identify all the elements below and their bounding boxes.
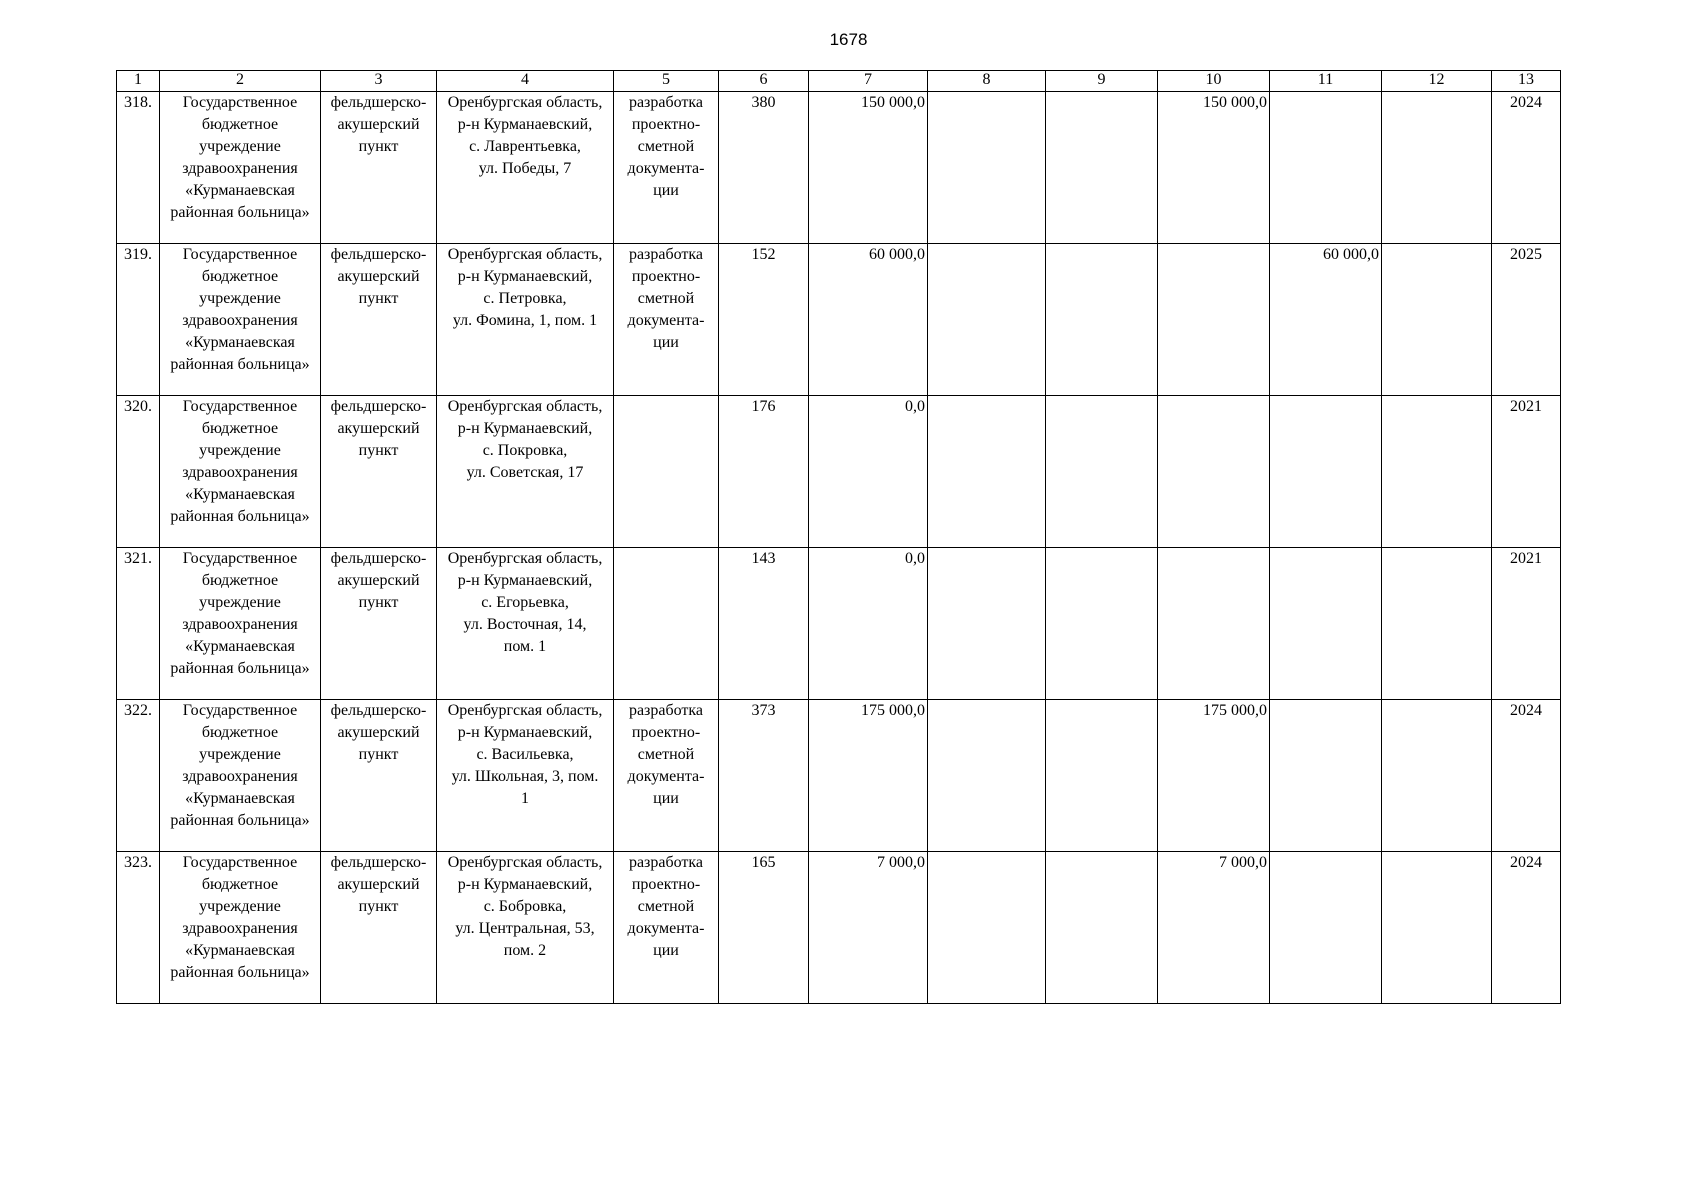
work-type-cell-line: разработка bbox=[628, 94, 704, 111]
address-cell-line: ул. Фомина, 1, пом. 1 bbox=[452, 312, 598, 329]
total-cost-cell: 0,0 bbox=[809, 396, 928, 548]
cost-cell-10 bbox=[1158, 244, 1270, 396]
address-cell-line: р-н Курманаевский, bbox=[457, 420, 593, 437]
column-header: 5 bbox=[614, 71, 719, 92]
area-cell: 176 bbox=[719, 396, 809, 548]
area-cell: 165 bbox=[719, 852, 809, 1004]
institution-cell-line: бюджетное bbox=[201, 420, 279, 437]
cost-cell-9 bbox=[1046, 852, 1158, 1004]
area-cell: 143 bbox=[719, 548, 809, 700]
address-cell-line: пом. 1 bbox=[503, 638, 547, 655]
year-cell: 2021 bbox=[1492, 548, 1561, 700]
object-type-cell-line: акушерский bbox=[337, 724, 420, 741]
cost-cell-12 bbox=[1382, 92, 1492, 244]
work-type-cell-line: разработка bbox=[628, 702, 704, 719]
work-type-cell-line: документа- bbox=[627, 920, 705, 937]
object-type-cell-line: фельдшерско- bbox=[330, 94, 427, 111]
address-cell-line: с. Васильевка, bbox=[476, 746, 574, 763]
work-type-cell-line: сметной bbox=[637, 746, 695, 763]
cost-cell-11 bbox=[1270, 700, 1382, 852]
table-row bbox=[117, 548, 1561, 700]
address-cell-line: Оренбургская область, bbox=[447, 550, 603, 567]
object-type-cell-line: акушерский bbox=[337, 572, 420, 589]
column-header: 10 bbox=[1158, 71, 1270, 92]
cost-cell-10: 175 000,0 bbox=[1158, 700, 1270, 852]
cost-cell-10: 7 000,0 bbox=[1158, 852, 1270, 1004]
work-type-cell-line: проектно- bbox=[631, 876, 701, 893]
cost-cell-12 bbox=[1382, 396, 1492, 548]
work-type-cell-line: сметной bbox=[637, 138, 695, 155]
work-type-cell-line: сметной bbox=[637, 290, 695, 307]
institution-cell-line: Государственное bbox=[182, 854, 298, 871]
column-header: 7 bbox=[809, 71, 928, 92]
column-header: 11 bbox=[1270, 71, 1382, 92]
cost-cell-10 bbox=[1158, 396, 1270, 548]
work-type-cell-line: проектно- bbox=[631, 116, 701, 133]
institution-cell-line: «Курманаевская bbox=[185, 638, 295, 655]
institution-cell bbox=[160, 548, 321, 700]
institution-cell-line: районная больница» bbox=[170, 204, 310, 221]
institution-cell-line: бюджетное bbox=[201, 268, 279, 285]
institution-cell bbox=[160, 852, 321, 1004]
object-type-cell-line: пункт bbox=[358, 442, 399, 459]
institution-cell-line: районная больница» bbox=[170, 812, 310, 829]
institution-cell-line: здравоохранения bbox=[182, 464, 298, 481]
cost-cell-11 bbox=[1270, 852, 1382, 1004]
institution-cell-line: учреждение bbox=[199, 746, 281, 763]
column-header: 13 bbox=[1492, 71, 1561, 92]
institution-cell-line: Государственное bbox=[182, 94, 298, 111]
table-row bbox=[117, 92, 1561, 244]
table-row bbox=[117, 244, 1561, 396]
object-type-cell-line: акушерский bbox=[337, 268, 420, 285]
object-type-cell bbox=[321, 852, 437, 1004]
year-cell: 2025 bbox=[1492, 244, 1561, 396]
address-cell bbox=[437, 244, 614, 396]
work-type-cell-line: документа- bbox=[627, 312, 705, 329]
institution-cell-line: «Курманаевская bbox=[185, 790, 295, 807]
address-cell-line: 1 bbox=[521, 790, 529, 807]
object-type-cell-line: акушерский bbox=[337, 116, 420, 133]
row-number-cell: 319. bbox=[117, 244, 160, 396]
institution-cell bbox=[160, 92, 321, 244]
institution-cell-line: бюджетное bbox=[201, 724, 279, 741]
cost-cell-9 bbox=[1046, 92, 1158, 244]
institution-cell-line: бюджетное bbox=[201, 876, 279, 893]
address-cell-line: р-н Курманаевский, bbox=[457, 268, 593, 285]
row-number-cell: 322. bbox=[117, 700, 160, 852]
object-type-cell bbox=[321, 244, 437, 396]
cost-cell-9 bbox=[1046, 244, 1158, 396]
cost-cell-9 bbox=[1046, 548, 1158, 700]
cost-cell-8 bbox=[928, 700, 1046, 852]
cost-cell-12 bbox=[1382, 548, 1492, 700]
address-cell-line: Оренбургская область, bbox=[447, 854, 603, 871]
institution-cell-line: здравоохранения bbox=[182, 920, 298, 937]
work-type-cell-line: проектно- bbox=[631, 268, 701, 285]
institution-cell-line: бюджетное bbox=[201, 116, 279, 133]
institution-cell-line: Государственное bbox=[182, 246, 298, 263]
object-type-cell-line: пункт bbox=[358, 594, 399, 611]
institution-cell-line: районная больница» bbox=[170, 964, 310, 981]
object-type-cell bbox=[321, 548, 437, 700]
object-type-cell-line: пункт bbox=[358, 898, 399, 915]
total-cost-cell: 175 000,0 bbox=[809, 700, 928, 852]
address-cell bbox=[437, 92, 614, 244]
cost-cell-11: 60 000,0 bbox=[1270, 244, 1382, 396]
institution-cell bbox=[160, 700, 321, 852]
address-cell-line: ул. Школьная, 3, пом. bbox=[451, 768, 599, 785]
total-cost-cell: 60 000,0 bbox=[809, 244, 928, 396]
work-type-cell bbox=[614, 92, 719, 244]
address-cell-line: с. Бобровка, bbox=[483, 898, 567, 915]
work-type-cell bbox=[614, 548, 719, 700]
object-type-cell bbox=[321, 700, 437, 852]
work-type-cell-line: ции bbox=[653, 182, 679, 199]
row-number-cell: 323. bbox=[117, 852, 160, 1004]
object-type-cell-line: фельдшерско- bbox=[330, 550, 427, 567]
institution-cell-line: Государственное bbox=[182, 550, 298, 567]
column-header: 9 bbox=[1046, 71, 1158, 92]
address-cell-line: с. Егорьевка, bbox=[481, 594, 569, 611]
cost-cell-11 bbox=[1270, 548, 1382, 700]
year-cell: 2024 bbox=[1492, 852, 1561, 1004]
cost-cell-8 bbox=[928, 244, 1046, 396]
cost-cell-9 bbox=[1046, 700, 1158, 852]
work-type-cell bbox=[614, 396, 719, 548]
object-type-cell bbox=[321, 92, 437, 244]
total-cost-cell: 150 000,0 bbox=[809, 92, 928, 244]
column-number-row bbox=[117, 71, 1561, 92]
institution-cell-line: здравоохранения bbox=[182, 160, 298, 177]
address-cell-line: Оренбургская область, bbox=[447, 398, 603, 415]
column-header: 3 bbox=[321, 71, 437, 92]
cost-cell-8 bbox=[928, 92, 1046, 244]
address-cell-line: ул. Советская, 17 bbox=[466, 464, 584, 481]
institution-cell-line: здравоохранения bbox=[182, 616, 298, 633]
column-header: 1 bbox=[117, 71, 160, 92]
work-type-cell bbox=[614, 700, 719, 852]
address-cell-line: р-н Курманаевский, bbox=[457, 116, 593, 133]
cost-cell-10 bbox=[1158, 548, 1270, 700]
object-type-cell-line: акушерский bbox=[337, 420, 420, 437]
institution-cell-line: «Курманаевская bbox=[185, 182, 295, 199]
work-type-cell-line: проектно- bbox=[631, 724, 701, 741]
address-cell-line: с. Лаврентьевка, bbox=[469, 138, 581, 155]
address-cell bbox=[437, 700, 614, 852]
address-cell-line: р-н Курманаевский, bbox=[457, 724, 593, 741]
registry-table bbox=[116, 70, 1561, 1004]
address-cell bbox=[437, 852, 614, 1004]
work-type-cell-line: разработка bbox=[628, 246, 704, 263]
area-cell: 373 bbox=[719, 700, 809, 852]
object-type-cell-line: пункт bbox=[358, 290, 399, 307]
cost-cell-11 bbox=[1270, 396, 1382, 548]
cost-cell-10: 150 000,0 bbox=[1158, 92, 1270, 244]
row-number-cell: 321. bbox=[117, 548, 160, 700]
institution-cell-line: учреждение bbox=[199, 442, 281, 459]
column-header: 6 bbox=[719, 71, 809, 92]
column-header: 8 bbox=[928, 71, 1046, 92]
table-row bbox=[117, 396, 1561, 548]
table-body bbox=[117, 92, 1561, 1004]
institution-cell-line: учреждение bbox=[199, 290, 281, 307]
cost-cell-8 bbox=[928, 852, 1046, 1004]
address-cell-line: ул. Восточная, 14, bbox=[463, 616, 587, 633]
object-type-cell-line: фельдшерско- bbox=[330, 702, 427, 719]
area-cell: 380 bbox=[719, 92, 809, 244]
institution-cell-line: районная больница» bbox=[170, 508, 310, 525]
column-header: 12 bbox=[1382, 71, 1492, 92]
address-cell-line: с. Покровка, bbox=[482, 442, 568, 459]
object-type-cell-line: пункт bbox=[358, 138, 399, 155]
cost-cell-12 bbox=[1382, 244, 1492, 396]
institution-cell bbox=[160, 244, 321, 396]
object-type-cell-line: фельдшерско- bbox=[330, 398, 427, 415]
page-number: 1678 bbox=[829, 30, 868, 49]
work-type-cell-line: ции bbox=[653, 790, 679, 807]
cost-cell-9 bbox=[1046, 396, 1158, 548]
object-type-cell-line: фельдшерско- bbox=[330, 854, 427, 871]
year-cell: 2021 bbox=[1492, 396, 1561, 548]
row-number-cell: 318. bbox=[117, 92, 160, 244]
cost-cell-11 bbox=[1270, 92, 1382, 244]
column-header: 4 bbox=[437, 71, 614, 92]
address-cell-line: Оренбургская область, bbox=[447, 702, 603, 719]
object-type-cell-line: акушерский bbox=[337, 876, 420, 893]
address-cell bbox=[437, 548, 614, 700]
work-type-cell-line: документа- bbox=[627, 160, 705, 177]
institution-cell-line: учреждение bbox=[199, 898, 281, 915]
work-type-cell-line: сметной bbox=[637, 898, 695, 915]
address-cell-line: ул. Победы, 7 bbox=[478, 160, 572, 177]
table-row bbox=[117, 852, 1561, 1004]
work-type-cell-line: документа- bbox=[627, 768, 705, 785]
institution-cell bbox=[160, 396, 321, 548]
institution-cell-line: учреждение bbox=[199, 594, 281, 611]
total-cost-cell: 7 000,0 bbox=[809, 852, 928, 1004]
total-cost-cell: 0,0 bbox=[809, 548, 928, 700]
institution-cell-line: учреждение bbox=[199, 138, 281, 155]
area-cell: 152 bbox=[719, 244, 809, 396]
work-type-cell-line: разработка bbox=[628, 854, 704, 871]
institution-cell-line: бюджетное bbox=[201, 572, 279, 589]
address-cell-line: ул. Центральная, 53, bbox=[455, 920, 595, 937]
institution-cell-line: «Курманаевская bbox=[185, 486, 295, 503]
institution-cell-line: «Курманаевская bbox=[185, 334, 295, 351]
institution-cell-line: «Курманаевская bbox=[185, 942, 295, 959]
year-cell: 2024 bbox=[1492, 700, 1561, 852]
institution-cell-line: районная больница» bbox=[170, 356, 310, 373]
institution-cell-line: здравоохранения bbox=[182, 312, 298, 329]
institution-cell-line: Государственное bbox=[182, 702, 298, 719]
year-cell: 2024 bbox=[1492, 92, 1561, 244]
cost-cell-12 bbox=[1382, 852, 1492, 1004]
address-cell-line: р-н Курманаевский, bbox=[457, 572, 593, 589]
row-number-cell: 320. bbox=[117, 396, 160, 548]
cost-cell-12 bbox=[1382, 700, 1492, 852]
work-type-cell bbox=[614, 244, 719, 396]
address-cell-line: Оренбургская область, bbox=[447, 246, 603, 263]
address-cell-line: с. Петровка, bbox=[483, 290, 567, 307]
address-cell-line: р-н Курманаевский, bbox=[457, 876, 593, 893]
address-cell-line: пом. 2 bbox=[503, 942, 547, 959]
institution-cell-line: районная больница» bbox=[170, 660, 310, 677]
address-cell bbox=[437, 396, 614, 548]
object-type-cell-line: пункт bbox=[358, 746, 399, 763]
cost-cell-8 bbox=[928, 396, 1046, 548]
institution-cell-line: здравоохранения bbox=[182, 768, 298, 785]
table-row bbox=[117, 700, 1561, 852]
address-cell-line: Оренбургская область, bbox=[447, 94, 603, 111]
column-header: 2 bbox=[160, 71, 321, 92]
object-type-cell bbox=[321, 396, 437, 548]
object-type-cell-line: фельдшерско- bbox=[330, 246, 427, 263]
work-type-cell-line: ции bbox=[653, 942, 679, 959]
work-type-cell-line: ции bbox=[653, 334, 679, 351]
work-type-cell bbox=[614, 852, 719, 1004]
institution-cell-line: Государственное bbox=[182, 398, 298, 415]
cost-cell-8 bbox=[928, 548, 1046, 700]
